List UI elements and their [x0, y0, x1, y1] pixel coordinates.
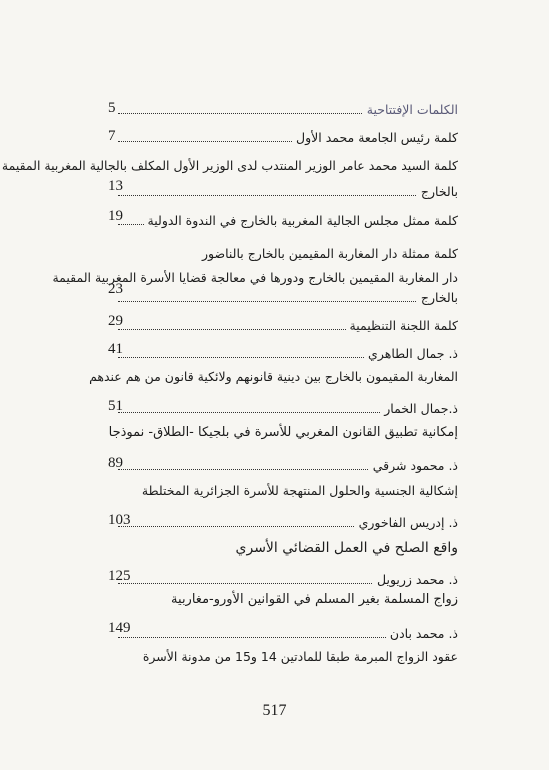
- toc-page-number: 103: [108, 512, 131, 528]
- toc-title-continued[interactable]: بالخارج: [118, 184, 458, 199]
- toc-title[interactable]: كلمة السيد محمد عامر الوزير المنتدب لدى الوزير الأول المكلف بالجالية المغربية المقيمة: [1, 158, 458, 173]
- toc-subtitle[interactable]: دار المغاربة المقيمين بالخارج ودورها في معالجة قضايا الأسرة المغربية المقيمة: [52, 270, 458, 285]
- page-number: 517: [262, 702, 287, 719]
- toc-title[interactable]: كلمة ممثلة دار المغاربة المقيمين بالخارج بالناضور: [201, 246, 458, 261]
- toc-author[interactable]: ذ. محمد زريويل: [118, 572, 458, 587]
- toc-author[interactable]: ذ.جمال الخمار: [118, 401, 458, 416]
- toc-page-number: 89: [108, 455, 123, 471]
- toc-page-number: 13: [108, 178, 123, 194]
- toc-page-number: 5: [108, 100, 116, 116]
- toc-page-number: 19: [108, 208, 123, 224]
- toc-author[interactable]: ذ. جمال الطاهري: [118, 346, 458, 361]
- toc-title[interactable]: زواج المسلمة بغير المسلم في القوانين الأورو-مغاربية: [171, 592, 458, 607]
- toc-title[interactable]: إمكانية تطبيق القانون المغربي للأسرة في بلجيكا -الطلاق- نموذجا: [108, 425, 458, 440]
- toc-page-number: 125: [108, 568, 131, 584]
- toc-title[interactable]: كلمة اللجنة التنظيمية: [118, 318, 458, 333]
- toc-title[interactable]: المغاربة المقيمون بالخارج بين دينية قانونهم ولائكية قانون من هم عندهم: [89, 369, 458, 384]
- toc-page-number: 149: [108, 620, 131, 636]
- toc-author[interactable]: ذ. محمود شرقي: [118, 458, 458, 473]
- toc-title[interactable]: كلمة رئيس الجامعة محمد الأول: [118, 130, 458, 145]
- toc-page-number: 23: [108, 281, 123, 297]
- toc-title[interactable]: الكلمات الإفتتاحية: [118, 102, 458, 117]
- toc-page-number: 29: [108, 313, 123, 329]
- toc-page-number: 51: [108, 398, 123, 414]
- toc-author[interactable]: ذ. إدريس الفاخوري: [118, 515, 458, 530]
- toc-title[interactable]: عقود الزواج المبرمة طبقا للمادتين 14 و15 من مدونة الأسرة: [142, 649, 458, 664]
- toc-title-continued[interactable]: بالخارج: [118, 290, 458, 305]
- toc-title[interactable]: كلمة ممثل مجلس الجالية المغربية بالخارج في الندوة الدولية: [118, 213, 458, 228]
- dot-leader: [118, 301, 458, 302]
- toc-author[interactable]: ذ. محمد بادن: [118, 626, 458, 641]
- toc-title[interactable]: إشكالية الجنسية والحلول المنتهجة للأسرة الجزائرية المختلطة: [141, 483, 458, 498]
- toc-title[interactable]: واقع الصلح في العمل القضائي الأسري: [235, 540, 458, 556]
- dot-leader: [118, 195, 458, 196]
- toc-page-number: 41: [108, 341, 123, 357]
- toc-page-number: 7: [108, 128, 116, 144]
